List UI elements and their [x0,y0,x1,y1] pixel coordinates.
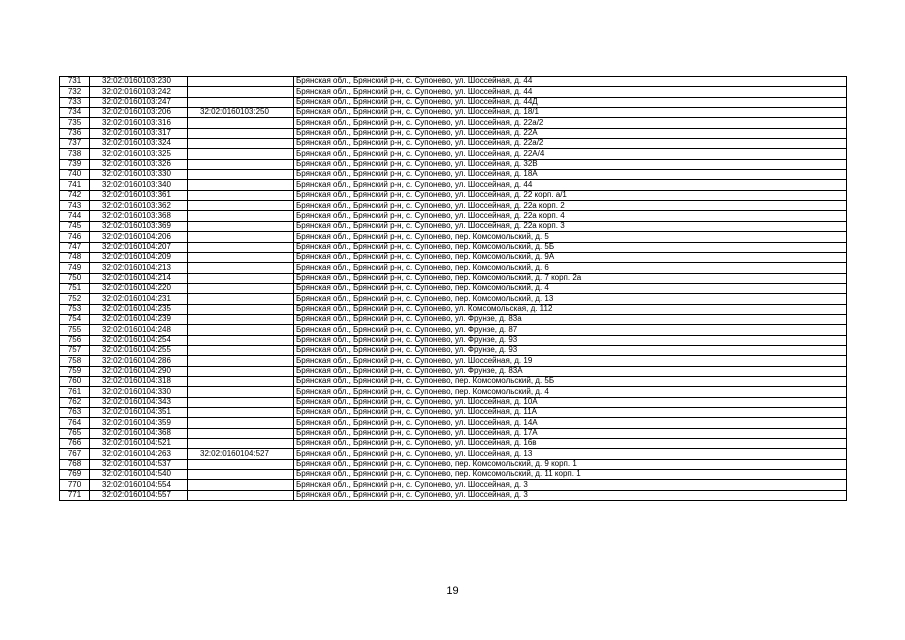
cadastral-number-cell: 32:02:0160104:263 [90,449,188,459]
address-cell: Брянская обл., Брянский р-н, с. Супонево, ул. Шоссейная, д. 22а корп. 2 [294,201,847,211]
cadastral-number-cell: 32:02:0160103:230 [90,77,188,87]
cadastral-number-cell: 32:02:0160104:540 [90,470,188,480]
address-cell: Брянская обл., Брянский р-н, с. Супонево, пер. Комсомольский, д. 4 [294,387,847,397]
cadastral-number-cell: 32:02:0160103:316 [90,118,188,128]
cadastral-number-cell: 32:02:0160104:554 [90,480,188,490]
row-number-cell: 755 [60,325,90,335]
address-cell: Брянская обл., Брянский р-н, с. Супонево, пер. Комсомольский, д. 5Б [294,376,847,386]
address-cell: Брянская обл., Брянский р-н, с. Супонево, ул. Шоссейная, д. 3 [294,490,847,500]
cadastral-number-cell: 32:02:0160104:368 [90,428,188,438]
table-row [60,490,847,500]
row-number-cell: 733 [60,97,90,107]
related-cadastral-number-cell [188,397,294,407]
row-number-cell: 756 [60,335,90,345]
row-number-cell: 767 [60,449,90,459]
address-cell: Брянская обл., Брянский р-н, с. Супонево, ул. Шоссейная, д. 44 [294,77,847,87]
related-cadastral-number-cell [188,252,294,262]
cadastral-number-cell: 32:02:0160104:557 [90,490,188,500]
cadastral-number-cell: 32:02:0160103:326 [90,159,188,169]
address-cell: Брянская обл., Брянский р-н, с. Супонево, пер. Комсомольский, д. 6 [294,263,847,273]
cadastral-number-cell: 32:02:0160103:324 [90,139,188,149]
row-number-cell: 768 [60,459,90,469]
table-row [60,159,847,169]
table-row [60,242,847,252]
row-number-cell: 750 [60,273,90,283]
table-row [60,387,847,397]
table-row [60,201,847,211]
cadastral-number-cell: 32:02:0160104:231 [90,294,188,304]
row-number-cell: 743 [60,201,90,211]
table-row [60,221,847,231]
address-cell: Брянская обл., Брянский р-н, с. Супонево, ул. Шоссейная, д. 22А/4 [294,149,847,159]
cadastral-number-cell: 32:02:0160104:206 [90,232,188,242]
related-cadastral-number-cell [188,170,294,180]
table-row [60,180,847,190]
row-number-cell: 754 [60,314,90,324]
address-cell: Брянская обл., Брянский р-н, с. Супонево, пер. Комсомольский, д. 9 корп. 1 [294,459,847,469]
cadastral-number-cell: 32:02:0160103:368 [90,211,188,221]
table-row [60,397,847,407]
cadastral-table [59,76,847,501]
row-number-cell: 740 [60,170,90,180]
address-cell: Брянская обл., Брянский р-н, с. Супонево, пер. Комсомольский, д. 4 [294,283,847,293]
table-row [60,335,847,345]
address-cell: Брянская обл., Брянский р-н, с. Супонево, пер. Комсомольский, д. 13 [294,294,847,304]
cadastral-number-cell: 32:02:0160104:343 [90,397,188,407]
cadastral-number-cell: 32:02:0160104:255 [90,345,188,355]
row-number-cell: 734 [60,108,90,118]
table-row [60,149,847,159]
table-row [60,439,847,449]
table-row [60,418,847,428]
row-number-cell: 738 [60,149,90,159]
table-row [60,77,847,87]
table-row [60,366,847,376]
cadastral-number-cell: 32:02:0160104:254 [90,335,188,345]
related-cadastral-number-cell [188,294,294,304]
row-number-cell: 759 [60,366,90,376]
table-row [60,232,847,242]
related-cadastral-number-cell [188,118,294,128]
row-number-cell: 771 [60,490,90,500]
related-cadastral-number-cell: 32:02:0160103:250 [188,108,294,118]
address-cell: Брянская обл., Брянский р-н, с. Супонево, пер. Комсомольский, д. 7 корп. 2а [294,273,847,283]
cadastral-number-cell: 32:02:0160104:537 [90,459,188,469]
address-cell: Брянская обл., Брянский р-н, с. Супонево, ул. Шоссейная, д. 44Д [294,97,847,107]
cadastral-number-cell: 32:02:0160103:242 [90,87,188,97]
row-number-cell: 746 [60,232,90,242]
address-cell: Брянская обл., Брянский р-н, с. Супонево, ул. Шоссейная, д. 32В [294,159,847,169]
related-cadastral-number-cell [188,376,294,386]
row-number-cell: 744 [60,211,90,221]
related-cadastral-number-cell [188,201,294,211]
related-cadastral-number-cell [188,304,294,314]
cadastral-number-cell: 32:02:0160104:209 [90,252,188,262]
address-cell: Брянская обл., Брянский р-н, с. Супонево, ул. Шоссейная, д. 22а корп. 3 [294,221,847,231]
table-row [60,356,847,366]
row-number-cell: 739 [60,159,90,169]
cadastral-number-cell: 32:02:0160104:521 [90,439,188,449]
table-row [60,170,847,180]
row-number-cell: 748 [60,252,90,262]
cadastral-number-cell: 32:02:0160104:359 [90,418,188,428]
table-row [60,273,847,283]
related-cadastral-number-cell [188,128,294,138]
related-cadastral-number-cell [188,470,294,480]
table-row [60,449,847,459]
related-cadastral-number-cell [188,325,294,335]
address-cell: Брянская обл., Брянский р-н, с. Супонево, ул. Шоссейная, д. 16в [294,439,847,449]
cadastral-number-cell: 32:02:0160103:206 [90,108,188,118]
related-cadastral-number-cell [188,480,294,490]
table-row [60,139,847,149]
table-row [60,459,847,469]
row-number-cell: 751 [60,283,90,293]
table-row [60,118,847,128]
document-page [59,76,846,501]
row-number-cell: 770 [60,480,90,490]
related-cadastral-number-cell [188,314,294,324]
row-number-cell: 731 [60,77,90,87]
row-number-cell: 764 [60,418,90,428]
cadastral-number-cell: 32:02:0160103:362 [90,201,188,211]
related-cadastral-number-cell [188,221,294,231]
row-number-cell: 761 [60,387,90,397]
related-cadastral-number-cell [188,87,294,97]
related-cadastral-number-cell [188,159,294,169]
address-cell: Брянская обл., Брянский р-н, с. Супонево, ул. Фрунзе, д. 87 [294,325,847,335]
cadastral-number-cell: 32:02:0160104:213 [90,263,188,273]
table-row [60,97,847,107]
address-cell: Брянская обл., Брянский р-н, с. Супонево, ул. Фрунзе, д. 83а [294,314,847,324]
row-number-cell: 742 [60,190,90,200]
row-number-cell: 760 [60,376,90,386]
page-number: 19 [446,585,459,597]
address-cell: Брянская обл., Брянский р-н, с. Супонево, ул. Фрунзе, д. 83А [294,366,847,376]
row-number-cell: 737 [60,139,90,149]
cadastral-number-cell: 32:02:0160104:207 [90,242,188,252]
address-cell: Брянская обл., Брянский р-н, с. Супонево, ул. Шоссейная, д. 3 [294,480,847,490]
table-row [60,108,847,118]
row-number-cell: 758 [60,356,90,366]
table-row [60,325,847,335]
related-cadastral-number-cell [188,335,294,345]
related-cadastral-number-cell [188,190,294,200]
cadastral-number-cell: 32:02:0160103:361 [90,190,188,200]
table-row [60,345,847,355]
table-row [60,283,847,293]
cadastral-number-cell: 32:02:0160103:330 [90,170,188,180]
cadastral-number-cell: 32:02:0160104:290 [90,366,188,376]
address-cell: Брянская обл., Брянский р-н, с. Супонево, пер. Комсомольский, д. 5 [294,232,847,242]
address-cell: Брянская обл., Брянский р-н, с. Супонево, ул. Шоссейная, д. 22а/2 [294,118,847,128]
table-body [60,77,847,501]
address-cell: Брянская обл., Брянский р-н, с. Супонево, пер. Комсомольский, д. 11 корп. 1 [294,470,847,480]
related-cadastral-number-cell [188,459,294,469]
related-cadastral-number-cell [188,356,294,366]
table-row [60,304,847,314]
row-number-cell: 762 [60,397,90,407]
address-cell: Брянская обл., Брянский р-н, с. Супонево, ул. Шоссейная, д. 22 корп. а/1 [294,190,847,200]
related-cadastral-number-cell [188,273,294,283]
address-cell: Брянская обл., Брянский р-н, с. Супонево, ул. Шоссейная, д. 11А [294,408,847,418]
related-cadastral-number-cell [188,418,294,428]
address-cell: Брянская обл., Брянский р-н, с. Супонево, ул. Фрунзе, д. 93 [294,335,847,345]
table-row [60,428,847,438]
cadastral-number-cell: 32:02:0160104:248 [90,325,188,335]
related-cadastral-number-cell [188,283,294,293]
related-cadastral-number-cell [188,263,294,273]
address-cell: Брянская обл., Брянский р-н, с. Супонево, ул. Шоссейная, д. 44 [294,180,847,190]
row-number-cell: 735 [60,118,90,128]
related-cadastral-number-cell [188,77,294,87]
address-cell: Брянская обл., Брянский р-н, с. Супонево, ул. Шоссейная, д. 18/1 [294,108,847,118]
address-cell: Брянская обл., Брянский р-н, с. Супонево, ул. Шоссейная, д. 14А [294,418,847,428]
row-number-cell: 747 [60,242,90,252]
table-row [60,314,847,324]
address-cell: Брянская обл., Брянский р-н, с. Супонево, ул. Шоссейная, д. 19 [294,356,847,366]
related-cadastral-number-cell [188,408,294,418]
address-cell: Брянская обл., Брянский р-н, с. Супонево, ул. Комсомольская, д. 112 [294,304,847,314]
cadastral-number-cell: 32:02:0160103:325 [90,149,188,159]
cadastral-number-cell: 32:02:0160104:351 [90,408,188,418]
related-cadastral-number-cell [188,345,294,355]
cadastral-number-cell: 32:02:0160104:318 [90,376,188,386]
row-number-cell: 769 [60,470,90,480]
address-cell: Брянская обл., Брянский р-н, с. Супонево, ул. Шоссейная, д. 18А [294,170,847,180]
cadastral-number-cell: 32:02:0160104:220 [90,283,188,293]
address-cell: Брянская обл., Брянский р-н, с. Супонево, ул. Шоссейная, д. 22а/2 [294,139,847,149]
cadastral-number-cell: 32:02:0160104:214 [90,273,188,283]
address-cell: Брянская обл., Брянский р-н, с. Супонево, ул. Шоссейная, д. 44 [294,87,847,97]
row-number-cell: 749 [60,263,90,273]
row-number-cell: 753 [60,304,90,314]
row-number-cell: 732 [60,87,90,97]
cadastral-number-cell: 32:02:0160104:286 [90,356,188,366]
row-number-cell: 741 [60,180,90,190]
address-cell: Брянская обл., Брянский р-н, с. Супонево, ул. Шоссейная, д. 10А [294,397,847,407]
related-cadastral-number-cell [188,139,294,149]
table-row [60,408,847,418]
table-row [60,128,847,138]
related-cadastral-number-cell [188,490,294,500]
cadastral-number-cell: 32:02:0160103:317 [90,128,188,138]
related-cadastral-number-cell [188,180,294,190]
address-cell: Брянская обл., Брянский р-н, с. Супонево, ул. Шоссейная, д. 22а корп. 4 [294,211,847,221]
related-cadastral-number-cell [188,439,294,449]
cadastral-number-cell: 32:02:0160103:369 [90,221,188,231]
row-number-cell: 752 [60,294,90,304]
row-number-cell: 765 [60,428,90,438]
address-cell: Брянская обл., Брянский р-н, с. Супонево, ул. Шоссейная, д. 13 [294,449,847,459]
related-cadastral-number-cell [188,387,294,397]
row-number-cell: 745 [60,221,90,231]
related-cadastral-number-cell [188,428,294,438]
related-cadastral-number-cell [188,211,294,221]
row-number-cell: 736 [60,128,90,138]
address-cell: Брянская обл., Брянский р-н, с. Супонево, пер. Комсомольский, д. 5Б [294,242,847,252]
table-row [60,470,847,480]
related-cadastral-number-cell [188,366,294,376]
related-cadastral-number-cell [188,232,294,242]
row-number-cell: 766 [60,439,90,449]
table-row [60,87,847,97]
table-row [60,294,847,304]
table-row [60,190,847,200]
cadastral-number-cell: 32:02:0160103:340 [90,180,188,190]
related-cadastral-number-cell: 32:02:0160104:527 [188,449,294,459]
related-cadastral-number-cell [188,242,294,252]
row-number-cell: 757 [60,345,90,355]
related-cadastral-number-cell [188,97,294,107]
table-row [60,252,847,262]
cadastral-number-cell: 32:02:0160103:247 [90,97,188,107]
address-cell: Брянская обл., Брянский р-н, с. Супонево, пер. Комсомольский, д. 9А [294,252,847,262]
address-cell: Брянская обл., Брянский р-н, с. Супонево, ул. Шоссейная, д. 17А [294,428,847,438]
cadastral-number-cell: 32:02:0160104:330 [90,387,188,397]
table-row [60,211,847,221]
table-row [60,480,847,490]
row-number-cell: 763 [60,408,90,418]
cadastral-number-cell: 32:02:0160104:239 [90,314,188,324]
cadastral-number-cell: 32:02:0160104:235 [90,304,188,314]
address-cell: Брянская обл., Брянский р-н, с. Супонево, ул. Шоссейная, д. 22А [294,128,847,138]
address-cell: Брянская обл., Брянский р-н, с. Супонево, ул. Фрунзе, д. 93 [294,345,847,355]
related-cadastral-number-cell [188,149,294,159]
table-row [60,376,847,386]
table-row [60,263,847,273]
